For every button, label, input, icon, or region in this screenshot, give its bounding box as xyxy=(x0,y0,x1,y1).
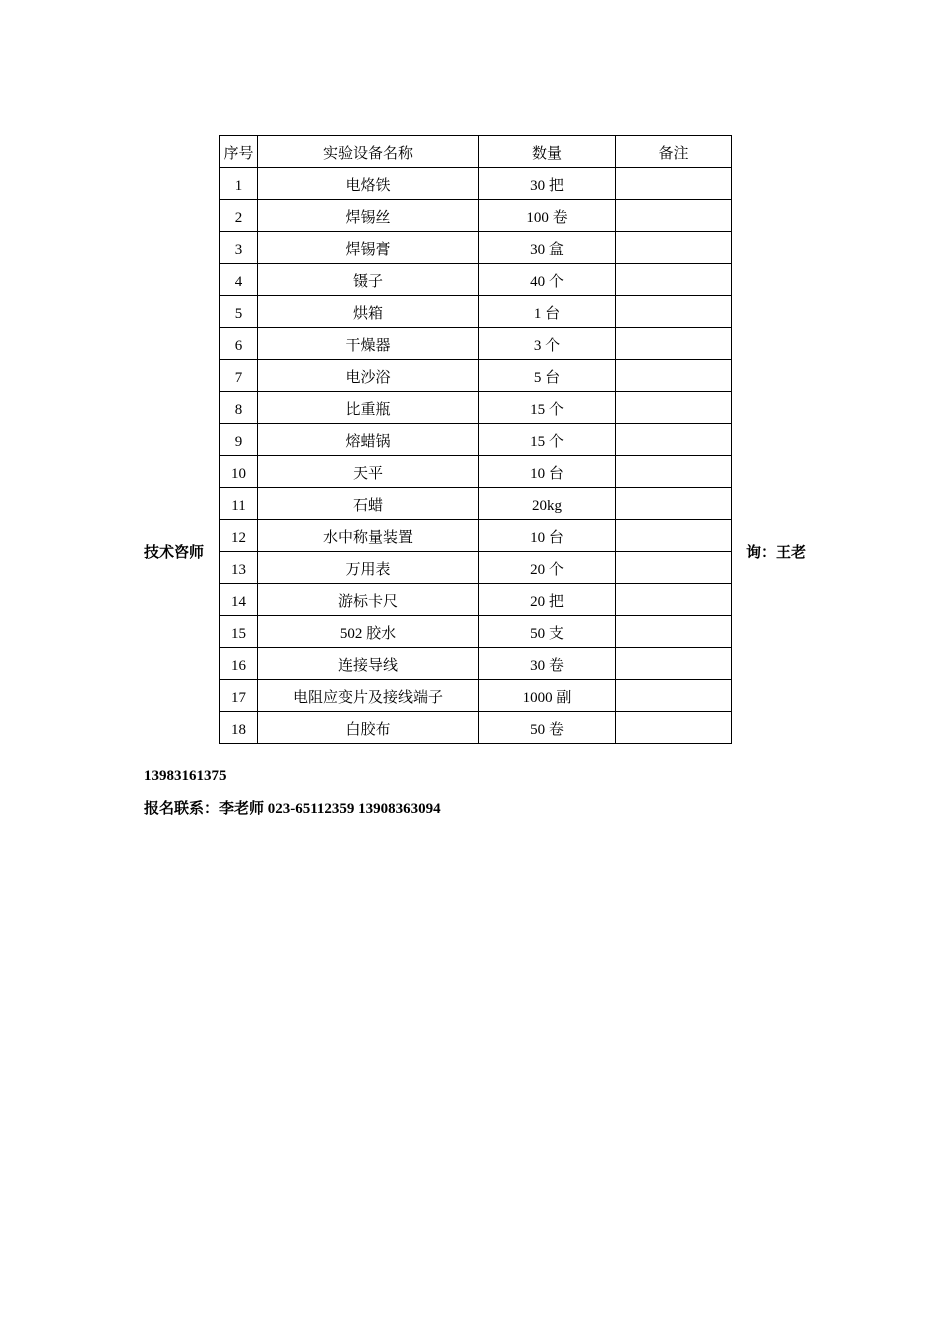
cell-remarks xyxy=(616,424,732,456)
cell-serial-number: 11 xyxy=(220,488,258,520)
cell-serial-number: 17 xyxy=(220,680,258,712)
cell-remarks xyxy=(616,264,732,296)
cell-remarks xyxy=(616,200,732,232)
cell-serial-number: 13 xyxy=(220,552,258,584)
consult-label-right: 询：王老 xyxy=(746,545,807,561)
consult-phone: 13983161375 xyxy=(144,768,227,784)
cell-quantity: 30 把 xyxy=(479,168,616,200)
cell-quantity: 15 个 xyxy=(479,424,616,456)
table-row xyxy=(220,552,732,584)
table-row xyxy=(220,296,732,328)
cell-equipment-name: 烘箱 xyxy=(258,296,479,328)
table-row xyxy=(220,616,732,648)
table-row xyxy=(220,360,732,392)
cell-quantity: 50 支 xyxy=(479,616,616,648)
table-row xyxy=(220,584,732,616)
cell-quantity: 3 个 xyxy=(479,328,616,360)
cell-serial-number: 16 xyxy=(220,648,258,680)
table-row xyxy=(220,200,732,232)
cell-remarks xyxy=(616,520,732,552)
header-quantity: 数量 xyxy=(479,136,616,168)
header-serial-number: 序号 xyxy=(220,136,258,168)
table-body xyxy=(220,168,732,744)
table-row xyxy=(220,680,732,712)
cell-equipment-name: 电阻应变片及接线端子 xyxy=(258,680,479,712)
table-row xyxy=(220,520,732,552)
cell-remarks xyxy=(616,296,732,328)
cell-serial-number: 6 xyxy=(220,328,258,360)
table-row xyxy=(220,168,732,200)
cell-serial-number: 4 xyxy=(220,264,258,296)
cell-quantity: 40 个 xyxy=(479,264,616,296)
cell-equipment-name: 焊锡膏 xyxy=(258,232,479,264)
table-header-row xyxy=(220,136,732,168)
table-row xyxy=(220,488,732,520)
cell-equipment-name: 水中称量装置 xyxy=(258,520,479,552)
cell-equipment-name: 比重瓶 xyxy=(258,392,479,424)
cell-serial-number: 15 xyxy=(220,616,258,648)
table-row xyxy=(220,264,732,296)
cell-serial-number: 10 xyxy=(220,456,258,488)
cell-equipment-name: 干燥器 xyxy=(258,328,479,360)
table-row xyxy=(220,456,732,488)
cell-quantity: 20 个 xyxy=(479,552,616,584)
cell-quantity: 1000 副 xyxy=(479,680,616,712)
table-row xyxy=(220,424,732,456)
header-equipment-name: 实验设备名称 xyxy=(258,136,479,168)
cell-serial-number: 9 xyxy=(220,424,258,456)
cell-serial-number: 12 xyxy=(220,520,258,552)
cell-equipment-name: 天平 xyxy=(258,456,479,488)
cell-serial-number: 2 xyxy=(220,200,258,232)
cell-remarks xyxy=(616,584,732,616)
table-row xyxy=(220,328,732,360)
cell-remarks xyxy=(616,616,732,648)
cell-equipment-name: 502 胶水 xyxy=(258,616,479,648)
cell-equipment-name: 电烙铁 xyxy=(258,168,479,200)
cell-remarks xyxy=(616,360,732,392)
cell-equipment-name: 游标卡尺 xyxy=(258,584,479,616)
cell-equipment-name: 电沙浴 xyxy=(258,360,479,392)
cell-quantity: 50 卷 xyxy=(479,712,616,744)
cell-remarks xyxy=(616,232,732,264)
cell-remarks xyxy=(616,648,732,680)
cell-remarks xyxy=(616,712,732,744)
cell-serial-number: 5 xyxy=(220,296,258,328)
consult-label-left: 技术咨师 xyxy=(144,545,205,561)
cell-quantity: 100 卷 xyxy=(479,200,616,232)
cell-equipment-name: 熔蜡锅 xyxy=(258,424,479,456)
cell-quantity: 20 把 xyxy=(479,584,616,616)
signup-contact: 报名联系：李老师 023-65112359 13908363094 xyxy=(144,801,441,817)
cell-equipment-name: 石蜡 xyxy=(258,488,479,520)
cell-quantity: 5 台 xyxy=(479,360,616,392)
table-row xyxy=(220,648,732,680)
cell-quantity: 1 台 xyxy=(479,296,616,328)
cell-remarks xyxy=(616,488,732,520)
cell-remarks xyxy=(616,168,732,200)
cell-equipment-name: 连接导线 xyxy=(258,648,479,680)
table-row xyxy=(220,712,732,744)
cell-remarks xyxy=(616,456,732,488)
cell-equipment-name: 镊子 xyxy=(258,264,479,296)
cell-equipment-name: 焊锡丝 xyxy=(258,200,479,232)
cell-remarks xyxy=(616,328,732,360)
cell-equipment-name: 白胶布 xyxy=(258,712,479,744)
cell-quantity: 30 盒 xyxy=(479,232,616,264)
cell-serial-number: 14 xyxy=(220,584,258,616)
cell-quantity: 30 卷 xyxy=(479,648,616,680)
cell-serial-number: 7 xyxy=(220,360,258,392)
table-row xyxy=(220,232,732,264)
header-remarks: 备注 xyxy=(616,136,732,168)
table-row xyxy=(220,392,732,424)
cell-quantity: 10 台 xyxy=(479,520,616,552)
cell-serial-number: 3 xyxy=(220,232,258,264)
cell-serial-number: 1 xyxy=(220,168,258,200)
cell-equipment-name: 万用表 xyxy=(258,552,479,584)
cell-remarks xyxy=(616,552,732,584)
cell-quantity: 20kg xyxy=(479,488,616,520)
cell-quantity: 15 个 xyxy=(479,392,616,424)
cell-quantity: 10 台 xyxy=(479,456,616,488)
equipment-table xyxy=(219,135,732,744)
cell-serial-number: 18 xyxy=(220,712,258,744)
cell-serial-number: 8 xyxy=(220,392,258,424)
cell-remarks xyxy=(616,680,732,712)
cell-remarks xyxy=(616,392,732,424)
